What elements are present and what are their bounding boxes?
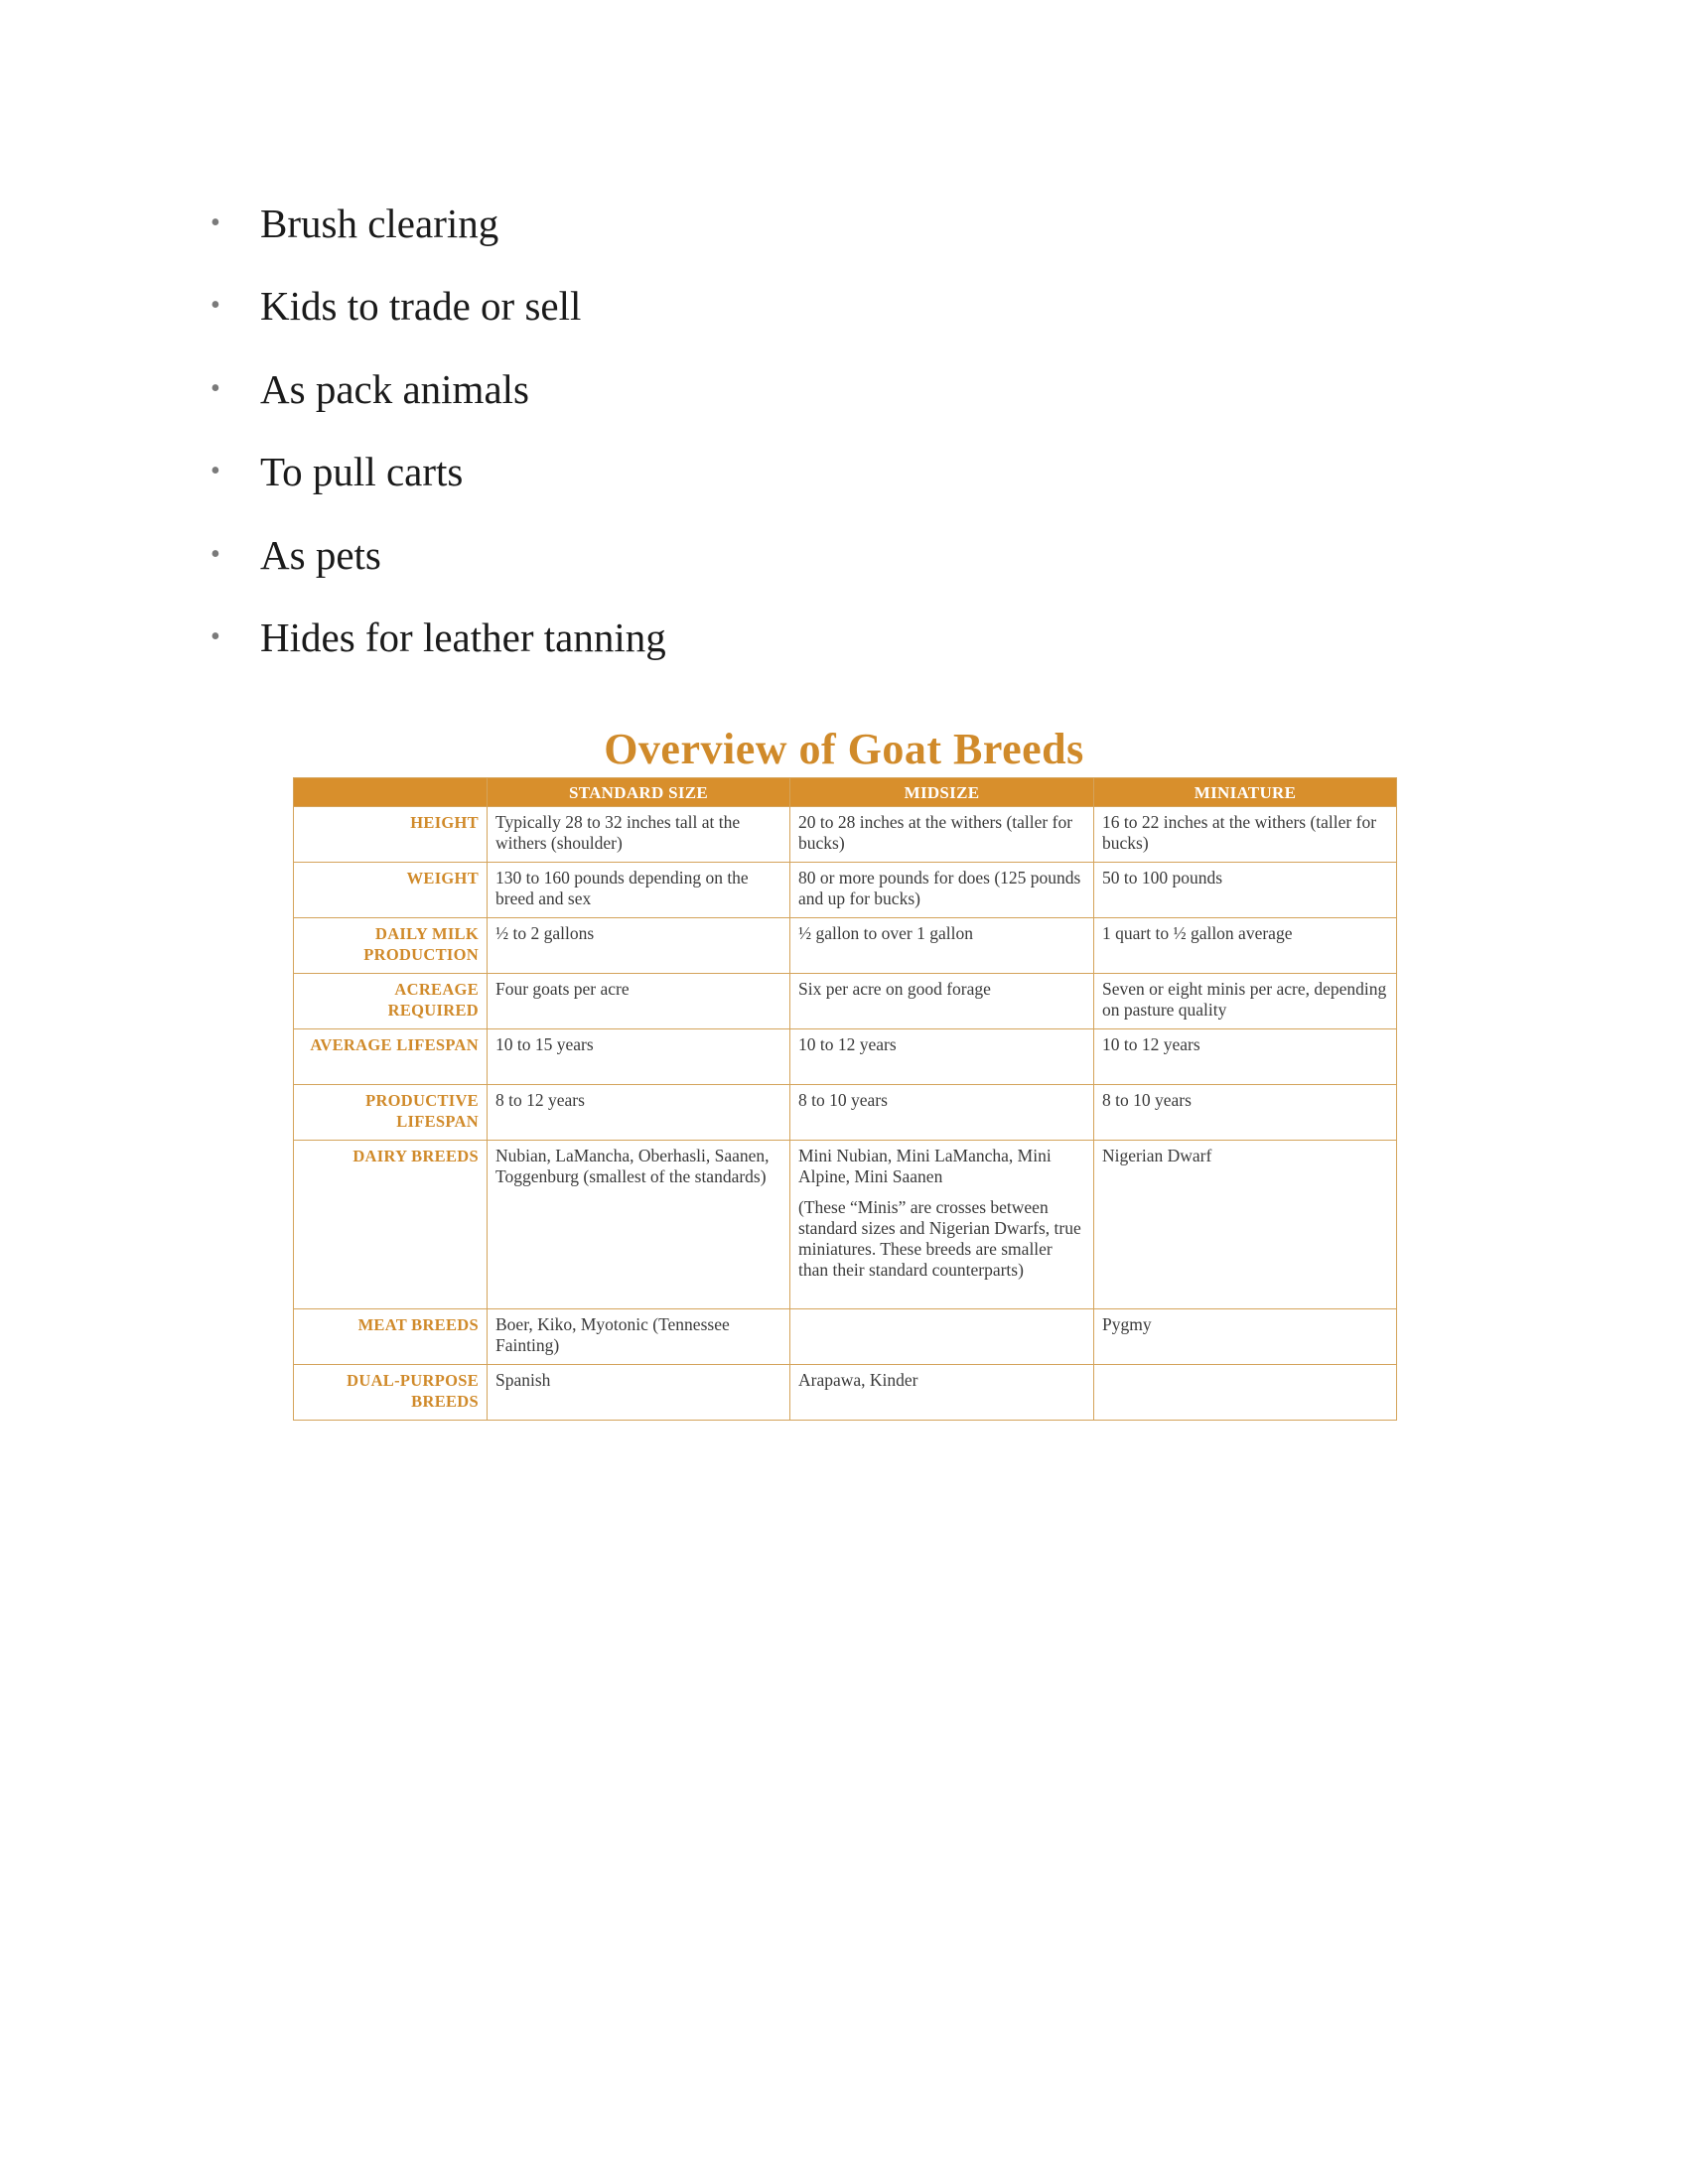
bullet-icon: • <box>211 290 220 322</box>
list-item <box>211 608 666 690</box>
cell-standard: Four goats per acre <box>488 974 790 1029</box>
cell-miniature: Pygmy <box>1094 1309 1397 1365</box>
list-item-text: As pets <box>260 531 381 578</box>
cell-standard: ½ to 2 gallons <box>488 918 790 974</box>
cell-midsize <box>790 1141 1094 1309</box>
cell-standard: 130 to 160 pounds depending on the breed and sex <box>488 863 790 918</box>
cell-miniature: 1 quart to ½ gallon average <box>1094 918 1397 974</box>
table-row <box>294 807 1397 863</box>
list-item <box>211 525 666 608</box>
row-label-productive-lifespan: PRODUCTIVE LIFESPAN <box>294 1085 488 1141</box>
bullet-icon: • <box>211 538 220 570</box>
bullet-icon: • <box>211 456 220 487</box>
bullet-icon: • <box>211 620 220 652</box>
list-item-text: Hides for leather tanning <box>260 614 666 660</box>
cell-midsize: Arapawa, Kinder <box>790 1365 1094 1421</box>
table-title: Overview of Goat Breeds <box>604 725 1084 773</box>
cell-midsize-text: Mini Nubian, Mini LaMancha, Mini Alpine, Mini Saanen <box>798 1146 1052 1186</box>
cell-miniature: Nigerian Dwarf <box>1094 1141 1397 1309</box>
list-item-text: As pack animals <box>260 365 529 412</box>
row-label-dual-purpose-breeds: DUAL-PURPOSE BREEDS <box>294 1365 488 1421</box>
table-row <box>294 918 1397 974</box>
cell-midsize-note: (These “Minis” are crosses between standard sizes and Nigerian Dwarfs, true miniatures. These breeds are smaller than their standard counterparts) <box>798 1197 1081 1280</box>
table-row <box>294 974 1397 1029</box>
column-header-midsize: MIDSIZE <box>790 778 1094 807</box>
table-row <box>294 1029 1397 1085</box>
table-row <box>294 1085 1397 1141</box>
row-label-daily-milk-production: DAILY MILK PRODUCTION <box>294 918 488 974</box>
cell-standard: Typically 28 to 32 inches tall at the withers (shoulder) <box>488 807 790 863</box>
row-label-height: HEIGHT <box>294 807 488 863</box>
list-item <box>211 276 666 358</box>
cell-midsize: 80 or more pounds for does (125 pounds and up for bucks) <box>790 863 1094 918</box>
table-row <box>294 1365 1397 1421</box>
row-label-average-lifespan: AVERAGE LIFESPAN <box>294 1029 488 1085</box>
list-item <box>211 442 666 524</box>
table-row <box>294 1141 1397 1309</box>
bullet-icon: • <box>211 372 220 404</box>
goat-breeds-table <box>293 777 1397 1421</box>
list-item-text: Kids to trade or sell <box>260 283 582 330</box>
cell-standard: Nubian, LaMancha, Oberhasli, Saanen, Toggenburg (smallest of the standards) <box>488 1141 790 1309</box>
cell-midsize: ½ gallon to over 1 gallon <box>790 918 1094 974</box>
cell-standard: Spanish <box>488 1365 790 1421</box>
cell-midsize <box>790 1309 1094 1365</box>
cell-standard: 10 to 15 years <box>488 1029 790 1085</box>
list-item <box>211 194 666 276</box>
cell-miniature <box>1094 1365 1397 1421</box>
row-label-acreage-required: ACREAGE REQUIRED <box>294 974 488 1029</box>
table-row <box>294 1309 1397 1365</box>
table-header-row <box>294 778 1397 807</box>
column-header-label <box>294 778 488 807</box>
cell-standard: Boer, Kiko, Myotonic (Tennessee Fainting) <box>488 1309 790 1365</box>
column-header-miniature: MINIATURE <box>1094 778 1397 807</box>
cell-midsize: 8 to 10 years <box>790 1085 1094 1141</box>
bullet-icon: • <box>211 207 220 238</box>
table-row <box>294 863 1397 918</box>
cell-midsize: 10 to 12 years <box>790 1029 1094 1085</box>
cell-midsize: 20 to 28 inches at the withers (taller for bucks) <box>790 807 1094 863</box>
cell-miniature: 8 to 10 years <box>1094 1085 1397 1141</box>
cell-miniature: Seven or eight minis per acre, depending on pasture quality <box>1094 974 1397 1029</box>
list-item-text: To pull carts <box>260 449 464 495</box>
row-label-meat-breeds: MEAT BREEDS <box>294 1309 488 1365</box>
cell-midsize: Six per acre on good forage <box>790 974 1094 1029</box>
bullet-list <box>211 194 666 690</box>
list-item <box>211 359 666 442</box>
cell-standard: 8 to 12 years <box>488 1085 790 1141</box>
cell-miniature: 10 to 12 years <box>1094 1029 1397 1085</box>
cell-miniature: 50 to 100 pounds <box>1094 863 1397 918</box>
cell-miniature: 16 to 22 inches at the withers (taller for bucks) <box>1094 807 1397 863</box>
row-label-dairy-breeds: DAIRY BREEDS <box>294 1141 488 1309</box>
list-item-text: Brush clearing <box>260 201 499 246</box>
row-label-weight: WEIGHT <box>294 863 488 918</box>
column-header-standard: STANDARD SIZE <box>488 778 790 807</box>
